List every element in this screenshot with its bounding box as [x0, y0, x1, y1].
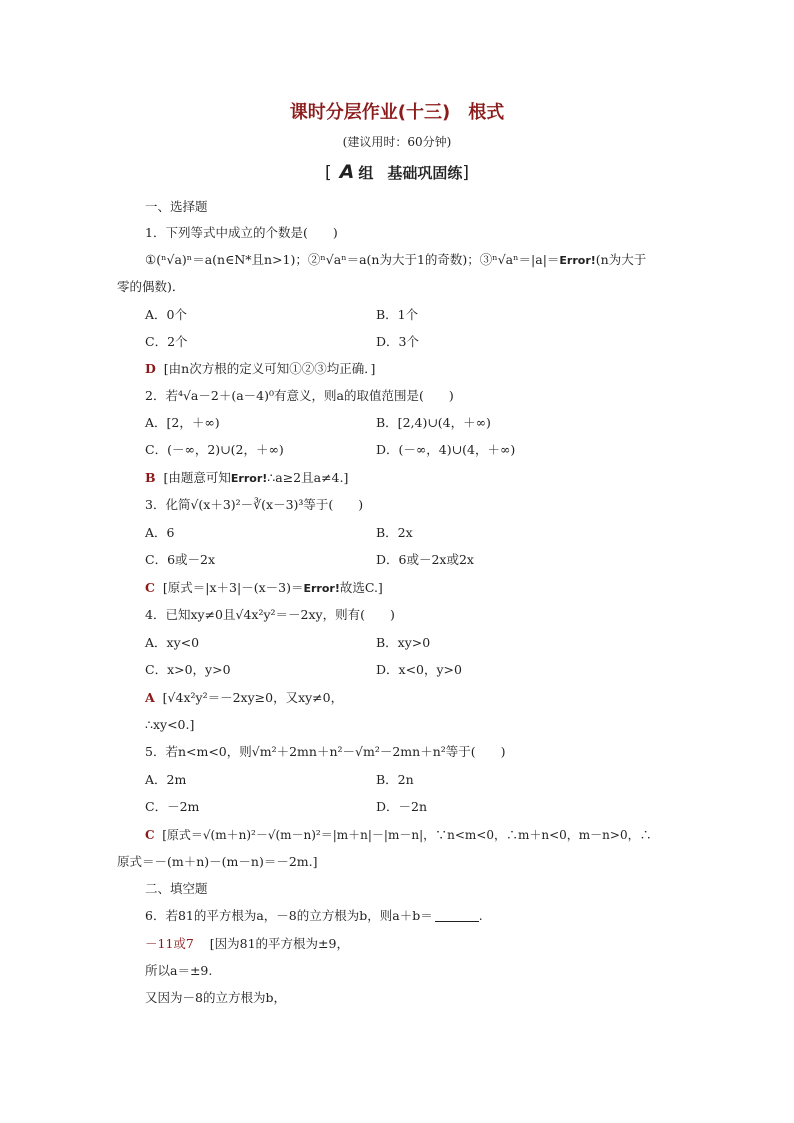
q5-option-d: D．－2n [376, 799, 428, 814]
q5-option-c: C．－2m [145, 799, 200, 814]
q2-option-d: D．(－∞，4)∪(4，＋∞) [376, 442, 516, 457]
q1-line2 [145, 251, 646, 270]
q6-stem-text: 6．若81的平方根为a，－8的立方根为b，则a＋b＝ [145, 908, 433, 923]
q2-answer-pre: [由题意可知 [163, 470, 231, 485]
page-title [0, 98, 794, 124]
q4-answer-text: [√4x²y²＝－2xy≥0，又xy≠0， [162, 690, 344, 705]
q5-stem: 5．若n<m<0，则√m²＋2mn＋n²－√m²－2mn＋n²等于( ) [145, 744, 506, 759]
q2-option-c: C．(－∞，2)∪(2，＋∞) [145, 442, 284, 457]
section-heading-fill: 二、填空题 [145, 881, 208, 896]
q6-stem-end: . [478, 908, 483, 923]
q1-answer-letter: D [145, 361, 156, 376]
q4-answer [145, 689, 343, 707]
q3-error-text: Error! [303, 582, 340, 595]
q6-answer-blank [435, 921, 479, 922]
q1-answer-text: [由n次方根的定义可知①②③均正确．] [163, 361, 376, 376]
q1-line3: 零的偶数)． [117, 279, 185, 294]
q5-answer [145, 826, 652, 844]
q1-error-text: Error! [559, 254, 596, 267]
q4-answer-line2: ∴xy<0.] [145, 717, 195, 732]
q2-stem: 2．若⁴√a－2＋(a－4)⁰有意义，则a的取值范围是( ) [145, 388, 454, 403]
group-letter: A [339, 161, 355, 183]
group-label: 组 [358, 164, 374, 182]
q6-answer-line2: 所以a＝±9. [145, 963, 213, 978]
q4-option-c: C．x>0，y>0 [145, 662, 231, 677]
q6-answer-line3: 又因为－8的立方根为b， [145, 990, 286, 1005]
q1-option-d: D．3个 [376, 334, 419, 349]
q6-answer-text: [因为81的平方根为±9， [209, 936, 349, 951]
q1-option-c: C．2个 [145, 334, 188, 349]
q3-answer-pre: [原式＝|x＋3|－(x－3)＝ [162, 580, 304, 595]
q1-line2-tail: (n为大于 [595, 252, 647, 267]
group-heading [0, 161, 794, 183]
q5-option-b: B．2n [376, 772, 414, 787]
q3-option-c: C．6或－2x [145, 552, 216, 567]
q1-option-a: A．0个 [145, 307, 187, 322]
q1-option-b: B．1个 [376, 307, 419, 322]
q2-answer [145, 469, 348, 488]
q3-option-b: B．2x [376, 525, 413, 540]
q3-answer-post: 故选C.] [339, 580, 383, 595]
section-heading-choice: 一、选择题 [145, 199, 208, 214]
q5-answer-text: [原式＝√(m＋n)²－√(m－n)²＝|m＋n|－|m－n|，∵n<m<0，∴m＋n<0，m－n>0，∴ [162, 828, 652, 842]
q4-option-b: B．xy>0 [376, 635, 431, 650]
q4-stem: 4．已知xy≠0且√4x²y²＝－2xy，则有( ) [145, 607, 395, 622]
q3-stem: 3．化简√(x＋3)²－∛(x－3)³等于( ) [145, 497, 364, 512]
group-name: 基础巩固练 [387, 164, 463, 182]
q2-option-b: B．[2,4)∪(4，＋∞) [376, 415, 491, 430]
q1-line2-text: ①(ⁿ√a)ⁿ＝a(n∈N*且n>1)；②ⁿ√aⁿ＝a(n为大于1的奇数)；③ⁿ√aⁿ＝|a|＝ [145, 252, 560, 267]
title-main: 课时分层作业(十三) [289, 102, 451, 123]
q5-answer-letter: C [145, 828, 155, 842]
q2-error-text: Error! [230, 472, 268, 485]
q4-option-a: A．xy<0 [145, 635, 200, 650]
q2-answer-post: ∴a≥2且a≠4.] [267, 470, 349, 485]
time-note: (建议用时：60分钟) [342, 135, 452, 149]
q5-answer-line2: 原式＝－(m＋n)－(m－n)＝－2m.] [117, 854, 318, 869]
title-topic: 根式 [468, 102, 505, 123]
q3-answer [145, 579, 383, 598]
q3-option-d: D．6或－2x或2x [376, 552, 474, 567]
group-close-bracket: ] [462, 163, 470, 183]
q4-option-d: D．x<0，y>0 [376, 662, 462, 677]
q2-answer-letter: B [145, 470, 156, 485]
q3-option-a: A．6 [145, 525, 175, 540]
q1-answer [145, 360, 375, 378]
q6-answer-value: －11或7 [145, 936, 194, 951]
q5-option-a: A．2m [145, 772, 187, 787]
q3-answer-letter: C [145, 580, 155, 595]
q6-answer [145, 935, 349, 953]
group-open-bracket: [ [324, 163, 332, 183]
q1-stem: 1．下列等式中成立的个数是( ) [145, 225, 338, 240]
q6-stem [145, 907, 483, 925]
q2-option-a: A．[2，＋∞) [145, 415, 220, 430]
q4-answer-letter: A [145, 690, 155, 705]
